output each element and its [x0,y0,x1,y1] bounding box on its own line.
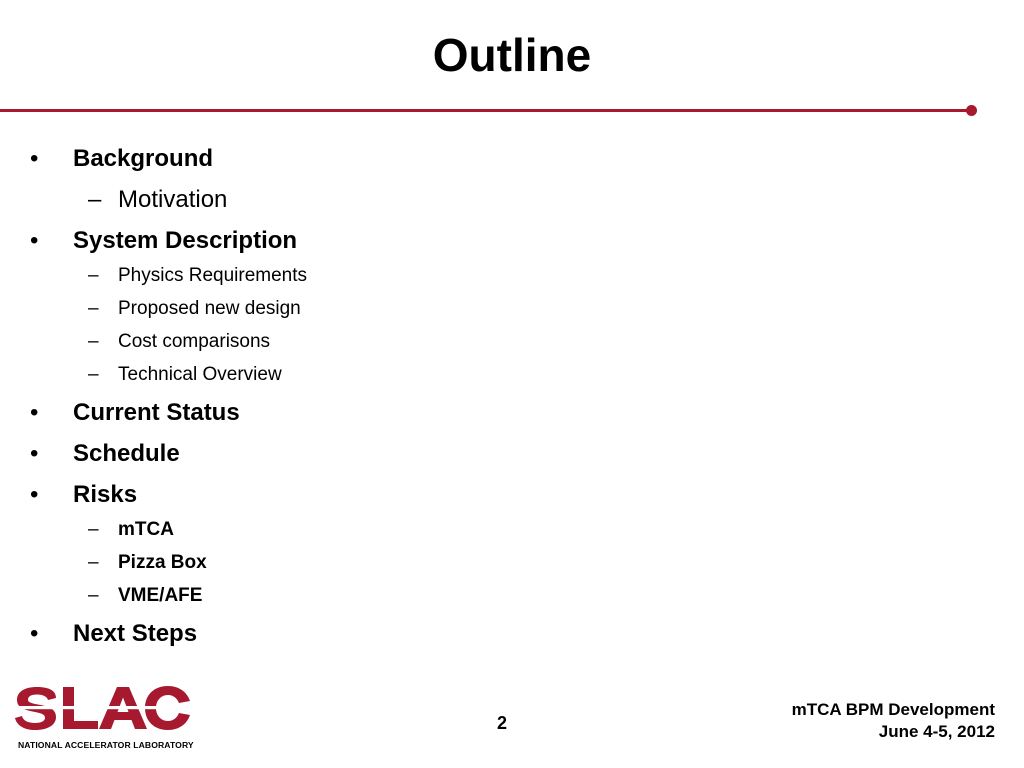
outline-subitem-label: Motivation [118,186,228,213]
dash-icon: – [88,552,99,573]
dash-icon: – [88,265,99,286]
page-number: 2 [496,713,507,733]
bullet-icon: • [30,399,39,426]
dash-icon: – [88,331,99,352]
bullet-icon: • [30,481,39,508]
footer-event-title: mTCA BPM Development [791,700,995,719]
title-divider-dot [966,105,977,116]
outline-subitem-label: Physics Requirements [118,265,308,286]
outline-item-label: Background [73,145,214,172]
slac-logo-icon [14,684,192,740]
slac-logo-subtitle: NATIONAL ACCELERATOR LABORATORY [18,740,194,750]
outline-subitem-label: Pizza Box [118,552,207,573]
outline-item-label: Next Steps [73,620,198,647]
footer-event-date: June 4-5, 2012 [878,722,995,741]
outline-subitem-label: Technical Overview [118,364,282,385]
outline-item-label: Risks [73,481,138,508]
outline-subitem-label: Proposed new design [118,298,301,319]
bullet-icon: • [30,145,39,172]
dash-icon: – [88,519,99,540]
bullet-icon: • [30,440,39,467]
outline-item-label: System Description [73,227,298,254]
dash-icon: – [88,585,99,606]
outline-subitem-label: Cost comparisons [118,331,271,352]
dash-icon: – [88,364,99,385]
dash-icon: – [88,186,102,213]
outline-item-label: Current Status [73,399,240,426]
dash-icon: – [88,298,99,319]
footer-event-info [792,699,995,743]
outline-item-label: Schedule [73,440,180,467]
outline-subitem-label: VME/AFE [118,585,203,606]
outline-subitem-label: mTCA [118,519,174,540]
bullet-icon: • [30,620,39,647]
bullet-icon: • [30,227,39,254]
slide-title: Outline [432,29,592,81]
